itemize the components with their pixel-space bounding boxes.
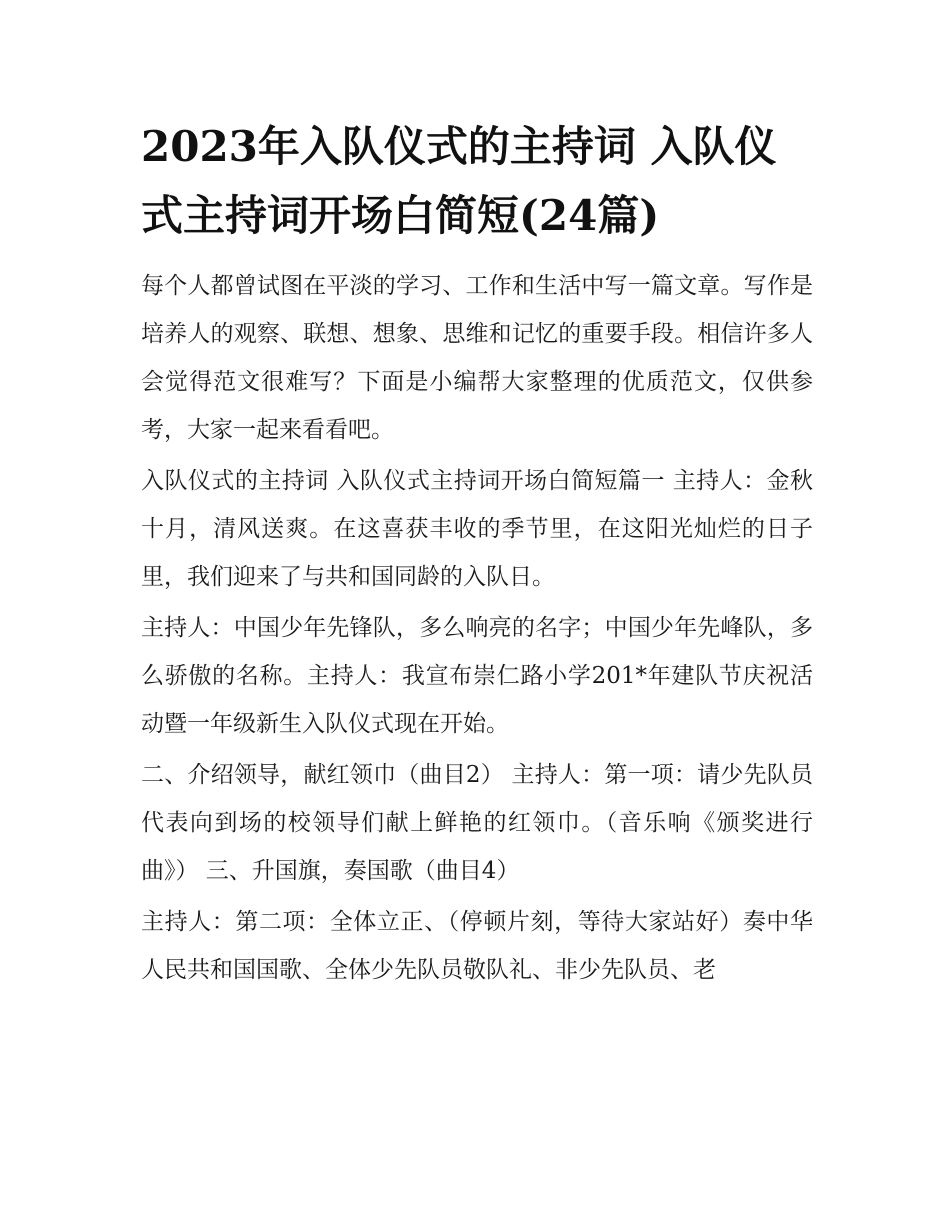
document-title: 2023年入队仪式的主持词 入队仪式主持词开场白简短(24篇) <box>141 122 777 240</box>
paragraph-national-anthem: 主持人：第二项：全体立正、（停顿片刻，等待大家站好）奏中华人民共和国国歌、全体少先队员敬队礼、非少先队员、老 <box>141 909 813 983</box>
paragraph-introduce-leaders: 二、介绍领导，献红领巾（曲目2） 主持人：第一项：请少先队员代表向到场的校领导们献上鲜艳的红领巾。（音乐响《颁奖进行曲》） 三、升国旗，奏国歌（曲目4） <box>141 762 813 884</box>
paragraph-host-announcement: 主持人：中国少年先锋队，多么响亮的名字；中国少年先峰队，多么骄傲的名称。主持人：我宣布崇仁路小学201*年建队节庆祝活动暨一年级新生入队仪式现在开始。 <box>141 615 813 737</box>
paragraph-intro: 每个人都曾试图在平淡的学习、工作和生活中写一篇文章。写作是培养人的观察、联想、想象、思维和记忆的重要手段。相信许多人会觉得范文很难写？下面是小编帮大家整理的优质范文，仅供参考，大家一起来看看吧。 <box>141 273 813 443</box>
paragraph-host-opening: 入队仪式的主持词 入队仪式主持词开场白简短篇一 主持人：金秋十月，清风送爽。在这喜获丰收的季节里，在这阳光灿烂的日子里，我们迎来了与共和国同龄的入队日。 <box>141 468 813 590</box>
document-body <box>141 112 813 997</box>
